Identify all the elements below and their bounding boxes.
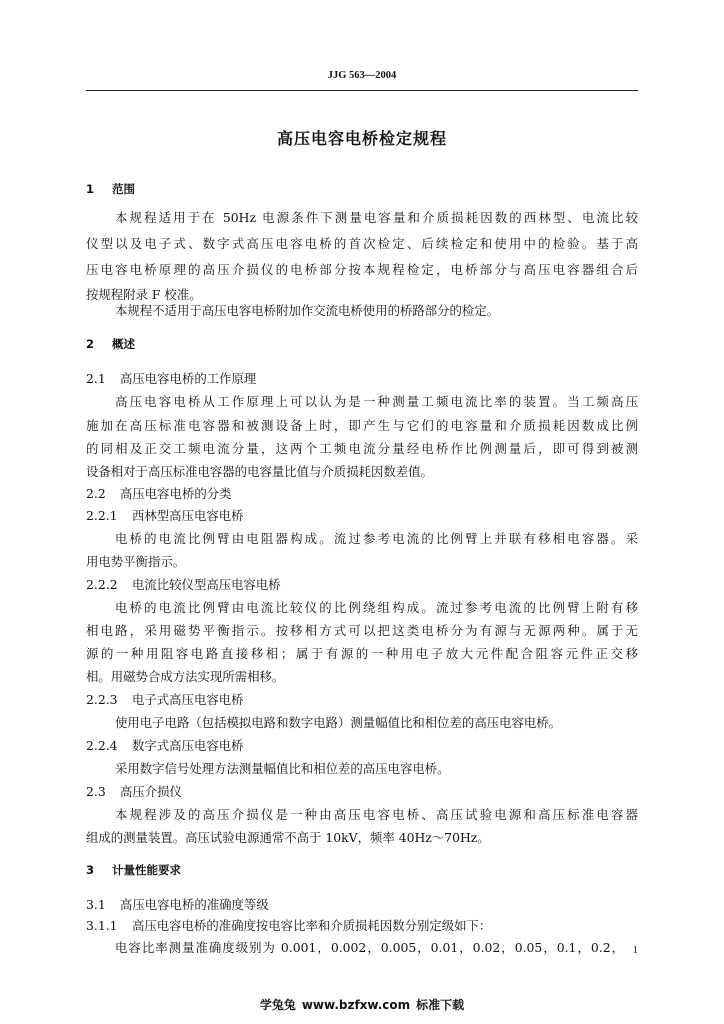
subsection-number: 2.2.2 <box>86 577 118 592</box>
paragraph-line: 电桥的电流比例臂由电阻器构成。流过参考电流的比例臂上并联有移相电容器。采 <box>115 531 638 546</box>
paragraph-line: 组成的测量装置。高压试验电源通常不高于 10kV，频率 40Hz～70Hz。 <box>86 830 490 845</box>
subsection-number: 3.1.1 <box>86 918 118 933</box>
section-number: 3 <box>86 863 95 877</box>
subsection-3-1-1-heading <box>86 918 638 934</box>
footer-site-name: 学兔兔 <box>259 998 296 1012</box>
paragraph-line: 源的一种用阻容电路直接移相；属于有源的一种用电子放大元件配合阻容元件正交移 <box>86 646 638 661</box>
paragraph-line: 相电路，采用磁势平衡指示。按移相方式可以把这类电桥分为有源与无源两种。属于无 <box>86 623 638 638</box>
paragraph-line: 施加在高压标准电容器和被测设备上时，即产生与它们的电容量和介质损耗因数成比例 <box>86 418 638 433</box>
paragraph-line: 仪型以及电子式、数字式高压电容电桥的首次检定、后续检定和使用中的检验。基于高 <box>86 236 638 251</box>
subsection-title: 高压电容电桥的准确度按电容比率和介质损耗因数分别定级如下： <box>132 918 492 933</box>
paragraph-line: 设备相对于高压标准电容器的电容量比值与介质损耗因数差值。 <box>86 464 433 479</box>
subsection-2-2-3-heading <box>86 692 638 708</box>
subsection-2-3-heading <box>86 784 638 800</box>
section-title: 计量性能要求 <box>112 863 181 877</box>
paragraph-line: 使用电子电路（包括模拟电路和数字电路）测量幅值比和相位差的高压电容电桥。 <box>115 715 562 730</box>
subsection-title: 高压电容电桥的工作原理 <box>120 371 257 386</box>
subsection-title: 数字式高压电容电桥 <box>132 738 244 753</box>
subsection-title: 高压电容电桥的准确度等级 <box>120 897 269 912</box>
paragraph-line: 本规程涉及的高压介损仪是一种由高压电容电桥、高压试验电源和高压标准电容器 <box>115 807 638 822</box>
section-title: 概述 <box>112 337 135 351</box>
subsection-2-1-heading <box>86 371 638 387</box>
paragraph-line: 的同相及正交工频电流分量，这两个工频电流分量经电桥作比例测量后，即可得到被测 <box>86 441 638 456</box>
footer-url[interactable]: www.bzfxw.com <box>301 998 411 1012</box>
section-number: 2 <box>86 337 95 351</box>
subsection-2-2-4-heading <box>86 738 638 754</box>
subsection-2-2-1-heading <box>86 508 638 524</box>
paragraph-line: 用电势平衡指示。 <box>86 554 186 569</box>
paragraph-line: 采用数字信号处理方法测量幅值比和相位差的高压电容电桥。 <box>115 761 450 776</box>
paragraph-line: 电容比率测量准确度级别为 0.001，0.002，0.005，0.01，0.02，0.05，0.1，0.2， <box>115 940 624 955</box>
subsection-2-2-heading <box>86 486 638 502</box>
document-code: JJG 563—2004 <box>327 70 397 81</box>
subsection-title: 高压介损仪 <box>120 784 182 799</box>
subsection-2-2-2-heading <box>86 577 638 593</box>
section-3-heading <box>86 862 638 878</box>
subsection-number: 2.2.4 <box>86 738 118 753</box>
footer-label: 标准下载 <box>416 998 465 1012</box>
page-number: 1 <box>632 944 638 956</box>
section-number: 1 <box>86 182 95 196</box>
subsection-title: 电子式高压电容电桥 <box>132 692 244 707</box>
subsection-number: 2.1 <box>86 371 106 386</box>
section-1-heading <box>86 181 638 197</box>
section-title: 范围 <box>112 182 135 196</box>
paragraph-line: 高压电容电桥从工作原理上可以认为是一种测量工频电流比率的装置。当工频高压 <box>115 394 638 409</box>
page-title: 高压电容电桥检定规程 <box>276 129 447 148</box>
paragraph-line: 本规程不适用于高压电容电桥附加作交流电桥使用的桥路部分的检定。 <box>115 303 500 318</box>
paragraph-line: 电桥的电流比例臂由电流比较仪的比例绕组构成。流过参考电流的比例臂上附有移 <box>115 600 638 615</box>
footer-watermark <box>0 996 724 1013</box>
subsection-title: 电流比较仪型高压电容电桥 <box>132 577 281 592</box>
subsection-number: 2.2 <box>86 486 106 501</box>
subsection-number: 2.2.1 <box>86 508 118 523</box>
paragraph-line: 本规程适用于在 50Hz 电源条件下测量电容量和介质损耗因数的西林型、电流比较 <box>115 210 638 225</box>
section-2-heading <box>86 336 638 352</box>
subsection-title: 西林型高压电容电桥 <box>132 508 244 523</box>
subsection-number: 2.2.3 <box>86 692 118 707</box>
paragraph-line: 压电容电桥原理的高压介损仪的电桥部分按本规程检定，电桥部分与高压电容器组合后 <box>86 262 638 277</box>
subsection-number: 2.3 <box>86 784 106 799</box>
paragraph-line: 相。用磁势合成方法实现所需相移。 <box>86 669 285 684</box>
subsection-title: 高压电容电桥的分类 <box>120 486 232 501</box>
subsection-number: 3.1 <box>86 897 106 912</box>
paragraph-line: 按规程附录 F 校准。 <box>86 287 202 302</box>
header-rule <box>86 90 638 91</box>
subsection-3-1-heading <box>86 897 638 913</box>
